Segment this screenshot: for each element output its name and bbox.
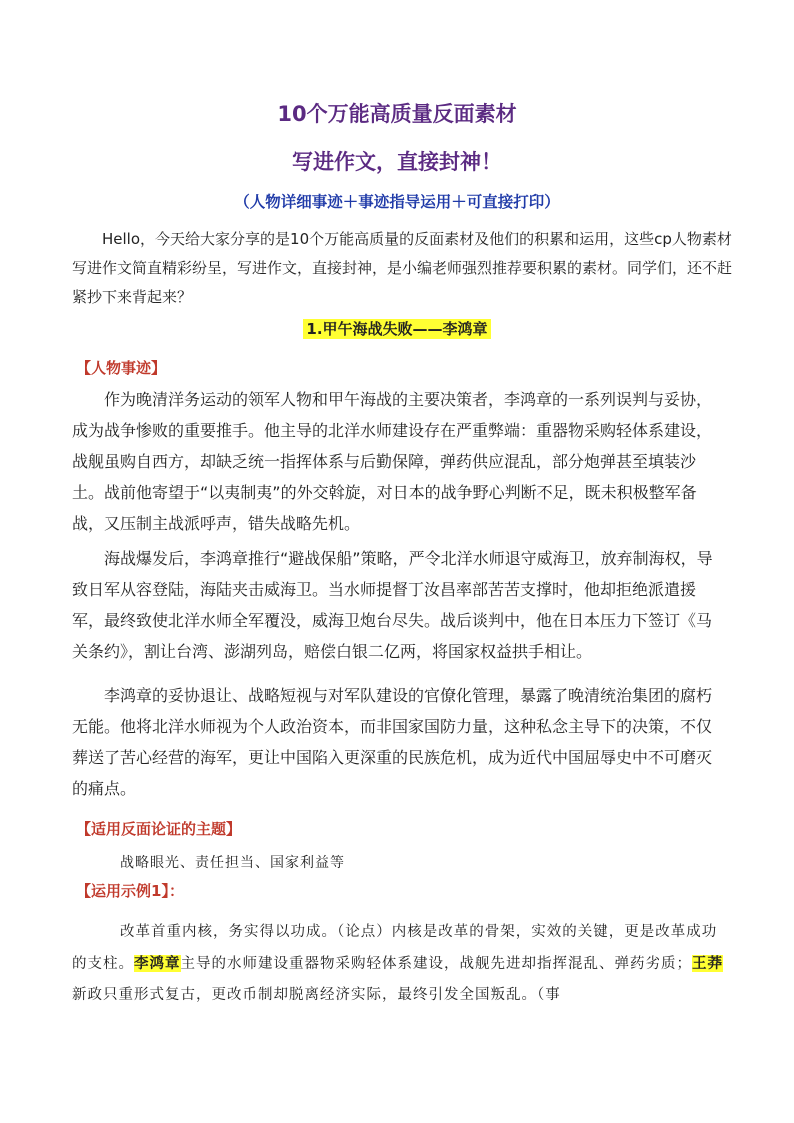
theme-list: 战略眼光、责任担当、国家利益等 [120,855,345,871]
highlight-name-2: 王莽 [692,955,723,972]
section-title-text: 1.甲午海战失败——李鸿章 [303,319,490,339]
intro-paragraph: Hello，今天给大家分享的是10个万能高质量的反面素材及他们的积累和运用，这些cp人物素材写进作文简直精彩纷呈，写进作文，直接封神，是小编老师强烈推荐要积累的素材。同学们，还不赶紧抄下来背起来？ [72,230,733,306]
example-text-3: 新政只重形式复古，更改币制却脱离经济实际，最终引发全国叛乱。（事 [72,987,561,1003]
story-paragraph-3: 李鸿章的妥协退让、战略短视与对军队建设的官僚化管理，暴露了晚清统治集团的腐朽无能。他将北洋水师视为个人政治资本，而非国家国防力量，这种私念主导下的决策，不仅葬送了苦心经营的海军，更让中国陷入更深重的民族危机，成为近代中国屈辱史中不可磨灭的痛点。 [72,686,713,798]
theme-label: 【适用反面论证的主题】 [76,820,242,838]
example-label: 【运用示例1】： [76,882,184,900]
document-note: （人物详细事迹＋事迹指导运用＋可直接打印） [234,193,560,211]
story-label: 【人物事迹】 [76,359,167,377]
example-text-2: 主导的水师建设重器物采购轻体系建设，战舰先进却指挥混乱、弹药劣质； [180,956,692,972]
document-subtitle: 写进作文，直接封神！ [292,150,502,174]
story-paragraph-1: 作为晚清洋务运动的领军人物和甲午海战的主要决策者，李鸿章的一系列误判与妥协，成为战争惨败的重要推手。他主导的北洋水师建设存在严重弊端：重器物采购轻体系建设，战舰虽购自西方，却缺乏统一指挥体系与后勤保障，弹药供应混乱，部分炮弹甚至填装沙土。战前他寄望于“以夷制夷”的外交斡旋，对日本的战争野心判断不足，既未积极整军备战，又压制主战派呼声，错失战略先机。 [72,390,713,533]
document-title: 10个万能高质量反面素材 [277,102,517,126]
story-paragraph-2: 海战爆发后，李鸿章推行“避战保船”策略，严令北洋水师退守威海卫，放弃制海权，导致日军从容登陆，海陆夹击威海卫。当水师提督丁汝昌率部苦苦支撑时，他却拒绝派遣援军，最终致使北洋水师全军覆没，威海卫炮台尽失。战后谈判中，他在日本压力下签订《马关条约》，割让台湾、澎湖列岛，赔偿白银二亿两，将国家权益拱手相让。 [72,549,713,661]
example-paragraph [72,917,732,1011]
highlight-name-1: 李鸿章 [134,955,181,972]
example-text-1: 改革首重内核，务实得以功成。（论点）内核是改革的骨架，实效的关键，更是改革成功的支柱。 [72,924,718,972]
section-title [0,318,794,339]
